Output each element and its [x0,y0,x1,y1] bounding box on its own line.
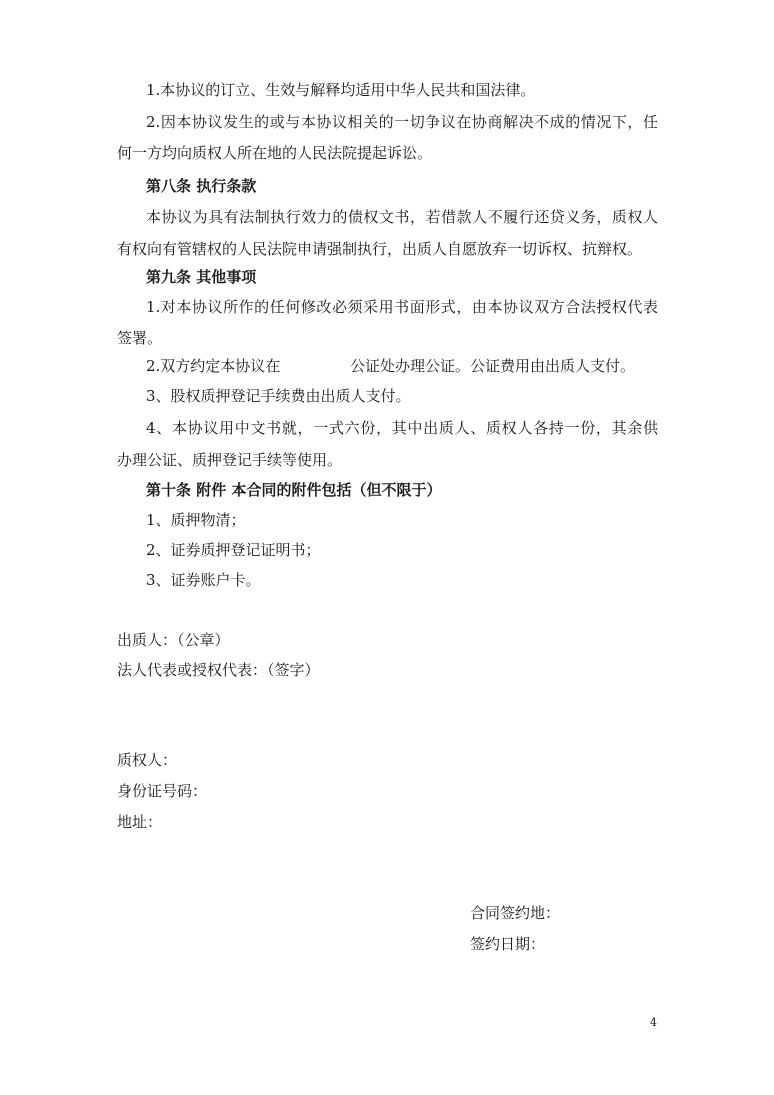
clause9-paragraph3: 3、股权质押登记手续费由出质人支付。 [146,387,411,405]
legal-representative-signature-label: 法人代表或授权代表：（签字） [117,661,320,679]
page-number: 4 [650,1016,657,1029]
clause9-paragraph4-line1: 4、本协议用中文书就，一式六份，其中出质人、质权人各持一份，其余供 [146,419,658,437]
pledgor-signature-label: 出质人：（公章） [117,631,230,649]
signing-place-label: 合同签约地： [470,904,561,922]
clause7-paragraph2-line1: 2.因本协议发生的或与本协议相关的一切争议在协商解决不成的情况下，任 [146,113,658,131]
clause10-item2: 2、证券质押登记证明书； [146,541,321,559]
clause8-paragraph1-line1: 本协议为具有法制执行效力的债权文书，若借款人不履行还贷义务，质权人 [146,208,658,226]
clause9-paragraph1-line2: 签署。 [117,329,163,347]
clause7-paragraph1: 1.本协议的订立、生效与解释均适用中华人民共和国法律。 [146,81,536,99]
clause8-heading: 第八条 执行条款 [146,177,257,195]
clause9-paragraph1-line1: 1.对本协议所作的任何修改必须采用书面形式，由本协议双方合法授权代表 [146,298,658,316]
signing-date-label: 签约日期： [470,935,546,953]
pledgee-label: 质权人： [117,751,178,769]
clause9-paragraph2-part2: 公证处办理公证。公证费用由出质人支付。 [350,357,636,375]
clause9-paragraph2-part1: 2.双方约定本协议在 [146,357,281,375]
clause10-heading: 第十条 附件 本合同的附件包括（但不限于） [146,481,442,499]
clause10-item1: 1、质押物清； [146,511,246,529]
clause9-paragraph4-line2: 办理公证、质押登记手续等使用。 [117,451,343,469]
id-number-label: 身份证号码： [117,782,208,800]
clause10-item3: 3、证券账户卡。 [146,571,261,589]
clause8-paragraph1-line2: 有权向有管辖权的人民法院申请强制执行，出质人自愿放弃一切诉权、抗辩权。 [117,240,643,258]
clause7-paragraph2-line2: 何一方均向质权人所在地的人民法院提起诉讼。 [117,144,433,162]
address-label: 地址： [117,813,163,831]
clause9-heading: 第九条 其他事项 [146,268,257,286]
